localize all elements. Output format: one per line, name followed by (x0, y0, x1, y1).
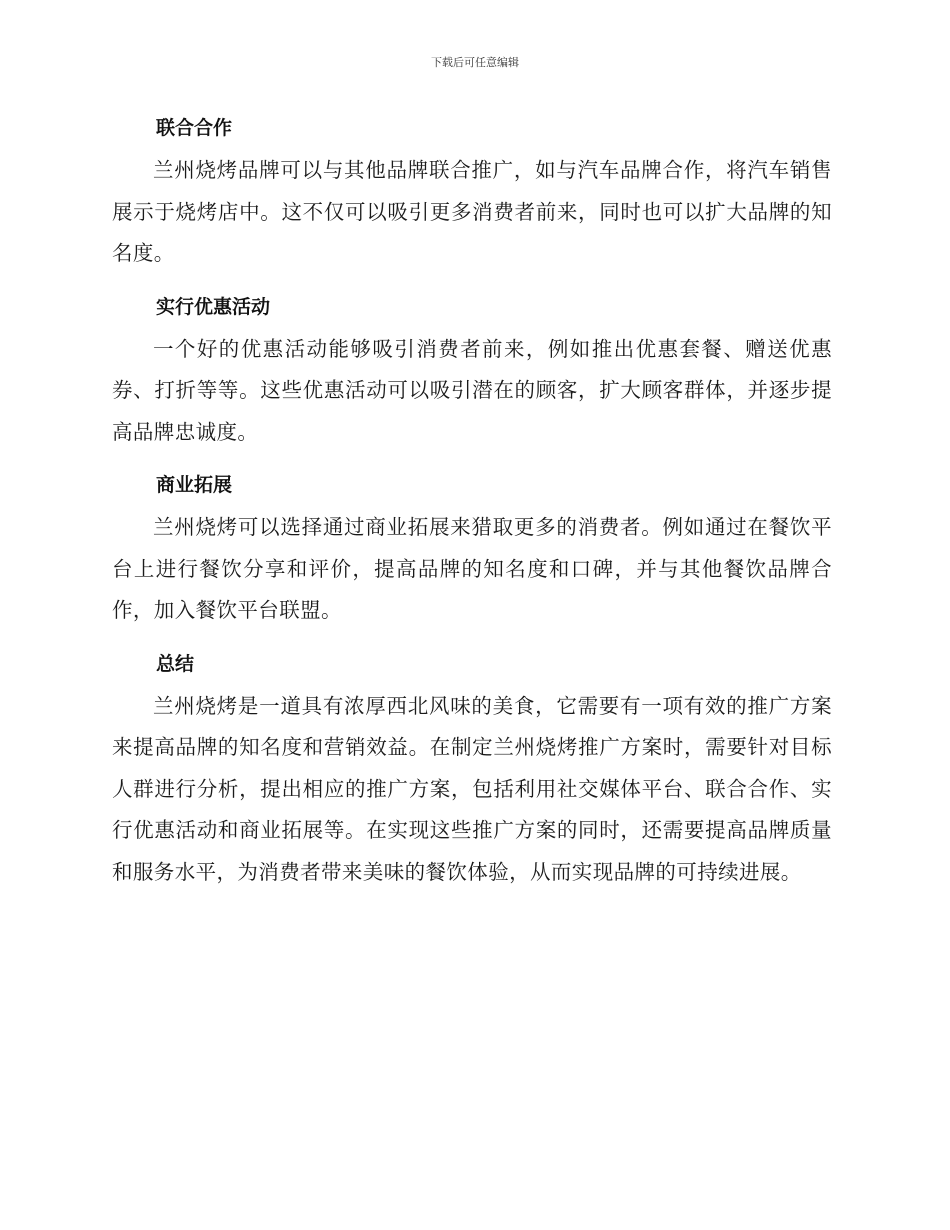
section-business-expansion (112, 463, 832, 632)
page-header: 下载后可任意编辑 (431, 56, 519, 69)
section-promotions (112, 285, 832, 454)
section-paragraph: 兰州烧烤品牌可以与其他品牌联合推广，如与汽车品牌合作，将汽车销售展示于烧烤店中。这不仅可以吸引更多消费者前来，同时也可以扩大品牌的知名度。 (112, 158, 832, 265)
section-heading: 总结 (156, 652, 195, 675)
section-joint-cooperation (112, 106, 832, 275)
document-body (112, 106, 832, 903)
section-paragraph: 一个好的优惠活动能够吸引消费者前来，例如推出优惠套餐、赠送优惠券、打折等等。这些优惠活动可以吸引潜在的顾客，扩大顾客群体，并逐步提高品牌忠诚度。 (112, 336, 832, 444)
section-heading: 商业拓展 (156, 474, 233, 496)
section-paragraph: 兰州烧烤可以选择通过商业拓展来猎取更多的消费者。例如通过在餐饮平台上进行餐饮分享和评价，提高品牌的知名度和口碑，并与其他餐饮品牌合作，加入餐饮平台联盟。 (112, 515, 832, 622)
section-heading: 实行优惠活动 (156, 295, 271, 318)
section-summary (112, 642, 832, 894)
section-paragraph: 兰州烧烤是一道具有浓厚西北风味的美食，它需要有一项有效的推广方案来提高品牌的知名度和营销效益。在制定兰州烧烤推广方案时，需要针对目标人群进行分析，提出相应的推广方案，包括利用社交媒体平台、联合合作、实行优惠活动和商业拓展等。在实现这些推广方案的同时，还需要提高品牌质量和服务水平，为消费者带来美味的餐饮体验，从而实现品牌的可持续进展。 (112, 693, 832, 884)
section-heading: 联合合作 (156, 117, 233, 139)
